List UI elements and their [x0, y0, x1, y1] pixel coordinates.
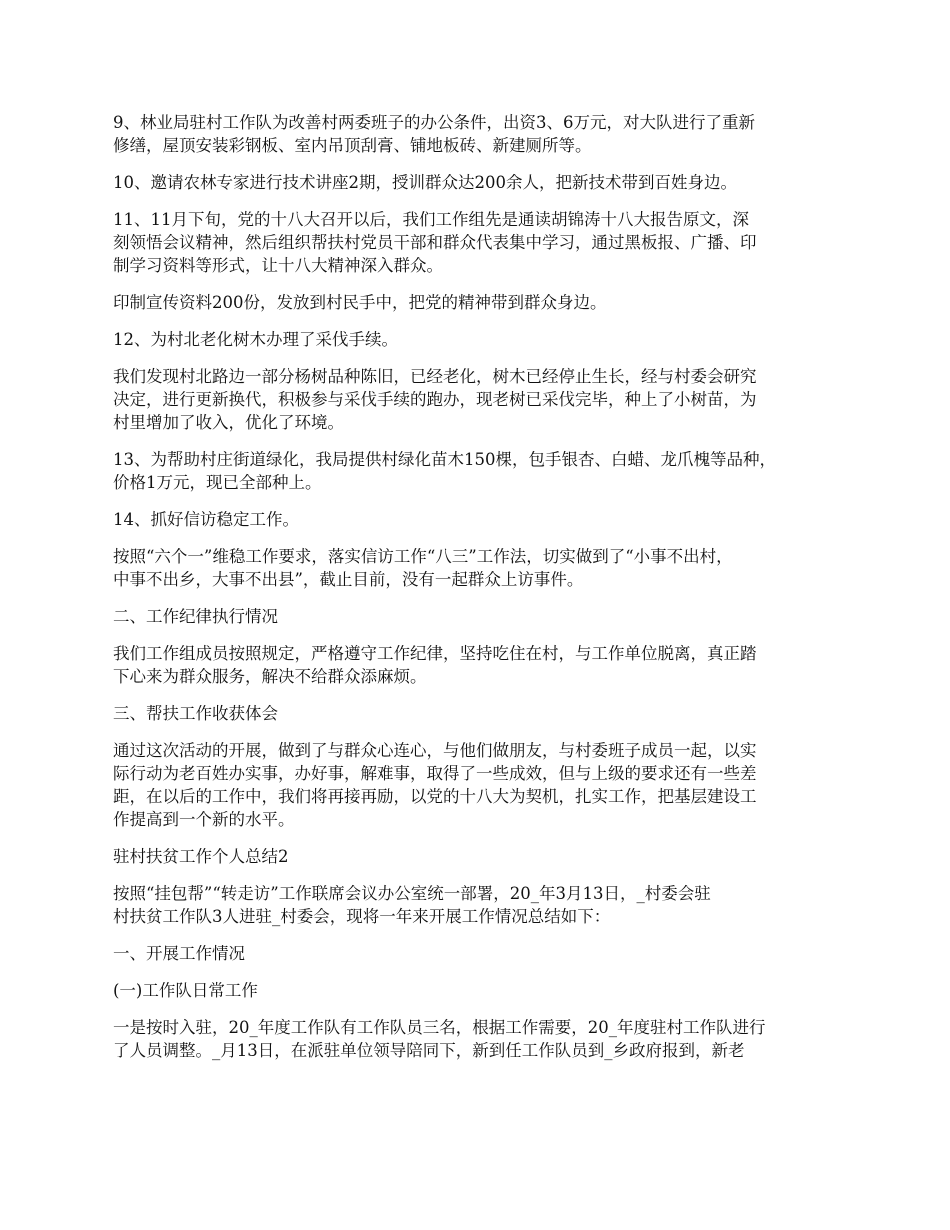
paragraph-tree-renewal-detail: 我们发现村北路边一部分杨树品种陈旧，已经老化，树木已经停止生长，经与村委会研究 决定，进行更新换代，积极参与采伐手续的跑办，现老树已采伐完毕，种上了小树苗，为 村里增加了收入，优化了环境。 — [113, 367, 757, 432]
paragraph-reflections-detail: 通过这次活动的开展，做到了与群众心连心，与他们做朋友，与村委班子成员一起，以实 际行动为老百姓办实事，办好事，解难事，取得了一些成效，但与上级的要求还有一些差 距，在以后的工作中，我们将再接再励，以党的十八大为契机，扎实工作，把基层建设工 作提高到一个新的水平。 — [113, 741, 757, 829]
paragraph-9-office-renovation: 9、林业局驻村工作队为改善村两委班子的办公条件，出资3、6万元，对大队进行了重新 修缮，屋顶安装彩钢板、室内吊顶刮膏、铺地板砖、新建厕所等。 — [113, 113, 755, 155]
paragraph-11-congress-study: 11、11月下旬，党的十八大召开以后，我们工作组先是通读胡锦涛十八大报告原文，深 刻领悟会议精神，然后组织帮扶村党员干部和群众代表集中学习，通过黑板报、广播、印 制学习资料等形式，让十八大精神深入群众。 — [113, 210, 757, 275]
section-heading-work-status: 一、开展工作情况 — [113, 944, 245, 963]
paragraph-13-street-greening: 13、为帮助村庄街道绿化，我局提供村绿化苗木150棵，包手银杏、白蜡、龙爪槐等品种， 价格1万元，现已全部种上。 — [113, 450, 776, 492]
section-heading-discipline: 二、工作纪律执行情况 — [113, 607, 278, 626]
paragraph-14-petition-stability: 14、抓好信访稳定工作。 — [113, 510, 299, 529]
paragraph-10-technical-lecture: 10、邀请农林专家进行技术讲座2期，授训群众达200余人，把新技术带到百姓身边。 — [113, 173, 737, 192]
section-heading-reflections: 三、帮扶工作收获体会 — [113, 704, 278, 723]
document-title-summary-2: 驻村扶贫工作个人总结2 — [113, 847, 289, 866]
paragraph-12-tree-felling: 12、为村北老化树木办理了采伐手续。 — [113, 330, 398, 349]
paragraph-discipline-detail: 我们工作组成员按照规定，严格遵守工作纪律，坚持吃住在村，与工作单位脱离，真正踏 下心来为群众服务，解决不给群众添麻烦。 — [113, 644, 757, 686]
document-page — [113, 111, 853, 1076]
paragraph-stability-detail: 按照“六个一”维稳工作要求，落实信访工作“八三”工作法，切实做到了“小事不出村， 中事不出乡，大事不出县”，截止目前，没有一起群众上访事件。 — [113, 547, 733, 589]
subsection-heading-daily-work: (一)工作队日常工作 — [113, 981, 258, 1000]
paragraph-printed-materials: 印制宣传资料200份，发放到村民手中，把党的精神带到群众身边。 — [113, 293, 607, 312]
paragraph-daily-work-detail: 一是按时入驻，20_年度工作队有工作队员三名，根据工作需要，20_年度驻村工作队进行 了人员调整。_月13日，在派驻单位领导陪同下，新到任工作队员到_乡政府报到，新老 — [113, 1018, 766, 1060]
paragraph-summary-intro: 按照“挂包帮”“转走访”工作联席会议办公室统一部署，20_年3月13日，_村委会驻 村扶贫工作队3人进驻_村委会，现将一年来开展工作情况总结如下： — [113, 884, 711, 926]
